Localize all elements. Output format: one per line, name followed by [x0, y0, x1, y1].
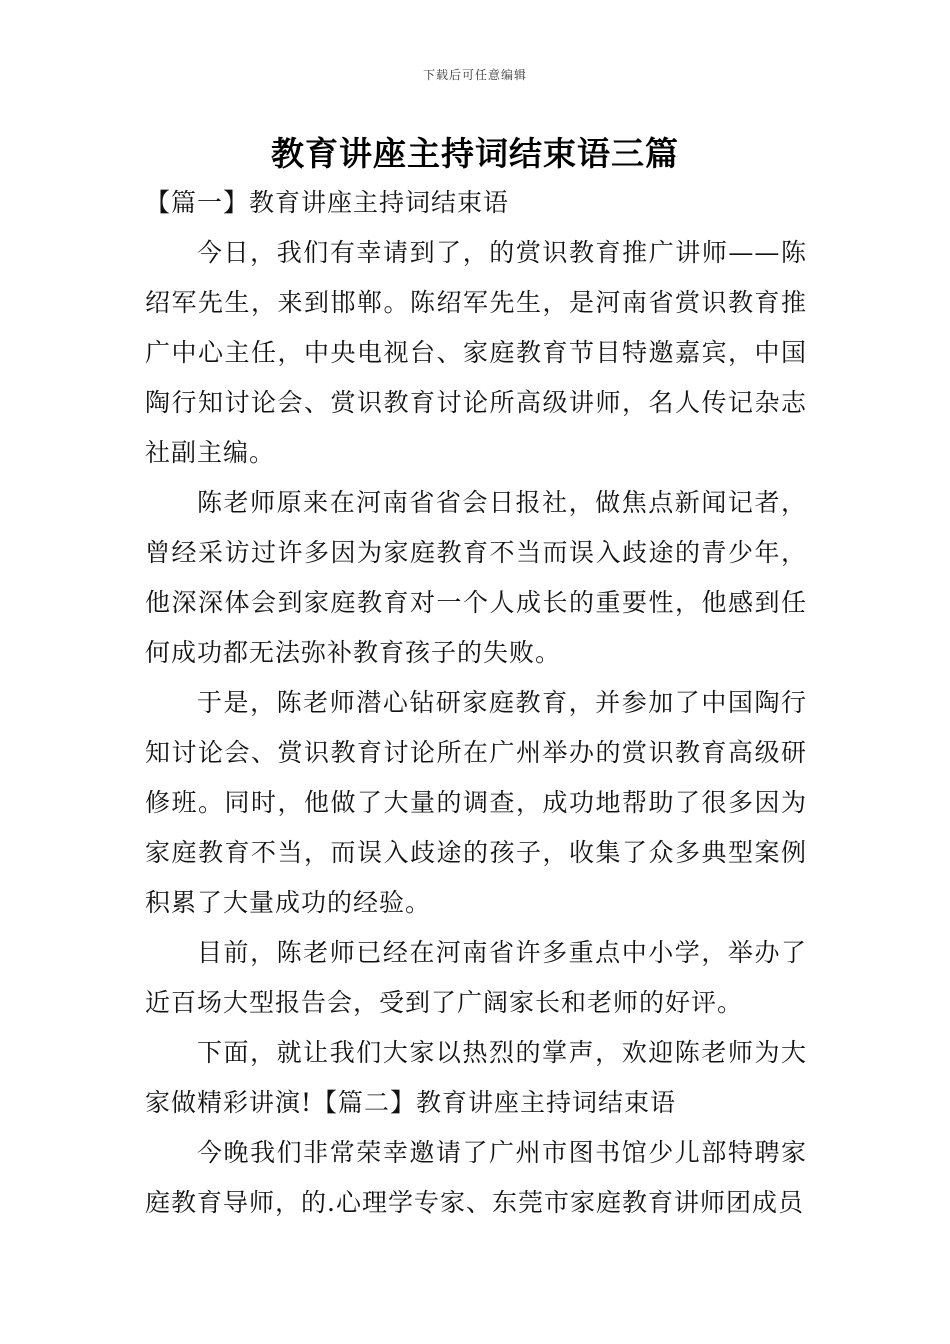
paragraph: 今日，我们有幸请到了，的赏识教育推广讲师——陈绍军先生，来到邯郸。陈绍军先生，是河南省赏识教育推广中心主任，中央电视台、家庭教育节目特邀嘉宾，中国陶行知讨论会、赏识教育讨论所高级讲师，名人传记杂志社副主编。 — [145, 238, 807, 467]
document-body — [145, 178, 807, 1228]
header-note: 下载后可任意编辑 — [422, 68, 527, 82]
paragraph: 今晚我们非常荣幸邀请了广州市图书馆少儿部特聘家庭教育导师，的.心理学专家、东莞市家庭教育讲师团成员 — [145, 1138, 807, 1217]
paragraph: 目前，陈老师已经在河南省许多重点中小学，举办了近百场大型报告会，受到了广阔家长和老师的好评。 — [145, 938, 807, 1017]
paragraph: 陈老师原来在河南省省会日报社，做焦点新闻记者，曾经采访过许多因为家庭教育不当而误入歧途的青少年，他深深体会到家庭教育对一个人成长的重要性，他感到任何成功都无法弥补教育孩子的失败。 — [145, 488, 807, 667]
paragraph: 于是，陈老师潜心钻研家庭教育，并参加了中国陶行知讨论会、赏识教育讨论所在广州举办的赏识教育高级研修班。同时，他做了大量的调查，成功地帮助了很多因为家庭教育不当，而误入歧途的孩子，收集了众多典型案例积累了大量成功的经验。 — [145, 688, 807, 917]
paragraph: 下面，就让我们大家以热烈的掌声，欢迎陈老师为大家做精彩讲演!【篇二】教育讲座主持词结束语 — [145, 1038, 807, 1117]
section-heading: 【篇一】教育讲座主持词结束语 — [145, 188, 510, 217]
document-title: 教育讲座主持词结束语三篇 — [271, 134, 679, 173]
